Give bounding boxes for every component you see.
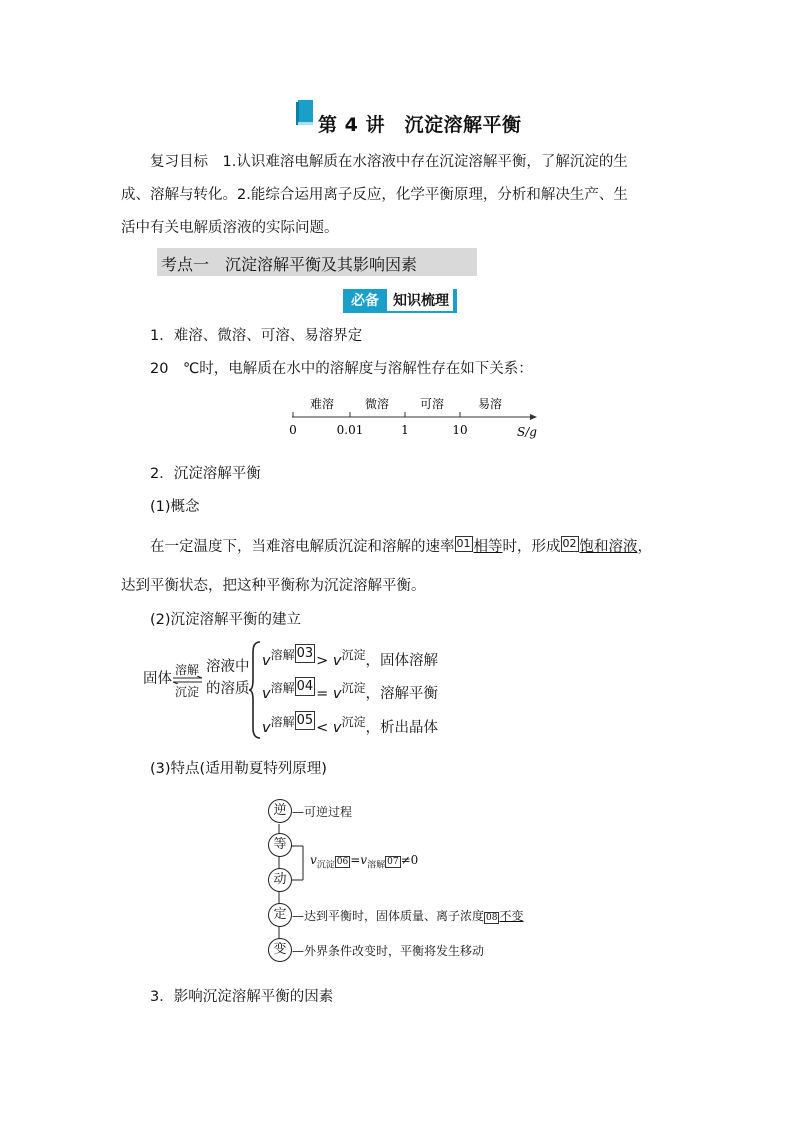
solute-bottom: 的溶质: [206, 681, 250, 697]
blank-04: 04: [296, 679, 314, 694]
feature-desc-reverse: —可逆过程: [292, 805, 353, 819]
answer-08: 不变: [499, 909, 524, 923]
blank-07: 07: [387, 857, 399, 867]
answer-01: 相等: [473, 539, 503, 555]
scale-cat-1: 微溶: [364, 397, 390, 411]
goals-line-3: 活中有关电解质溶液的实际问题。: [121, 220, 339, 236]
book-icon: [296, 98, 316, 126]
blank-06: 06: [336, 857, 349, 867]
scale-tick-0: 0: [289, 423, 297, 437]
scale-cat-0: 难溶: [309, 397, 335, 411]
s2-sub3: (3)特点(适用勒夏特列原理): [150, 761, 327, 777]
feature-circle-dynamic: 动: [268, 868, 292, 892]
scale-unit: S/g: [517, 425, 537, 439]
scale-tick-2: 1: [401, 423, 409, 437]
s3-heading: 3．影响沉淀溶解平衡的因素: [150, 989, 334, 1005]
concept-line-1: 在一定温度下，当难溶电解质沉淀和溶解的速率 01 相等时，形成 02 饱和溶液，: [150, 537, 652, 555]
knowledge-badge: [343, 289, 457, 313]
goals-line-2: 成、溶解与转化。2.能综合运用离子反应，化学平衡原理，分析和解决生产、生: [121, 187, 628, 203]
page-title: 第 4 讲 沉淀溶解平衡: [318, 114, 522, 136]
s2-heading: 2．沉淀溶解平衡: [150, 466, 261, 482]
s2-sub2: (2)沉淀溶解平衡的建立: [150, 612, 302, 628]
blank-08: 08: [486, 913, 498, 923]
scale-tick-3: 10: [452, 423, 468, 437]
answer-02: 饱和溶液: [579, 539, 638, 555]
blank-03: 03: [296, 646, 314, 661]
left-brace: [248, 640, 262, 740]
case-row-2: $v^{溶解}$ $04 = v^{沉淀}$，溶解平衡: [262, 679, 439, 702]
goals-line-1: 复习目标 1.认识难溶电解质在水溶液中存在沉淀溶解平衡，了解沉淀的生: [150, 154, 628, 170]
s2-sub1: (1)概念: [150, 499, 200, 515]
arrow-top-label: 溶解: [175, 663, 200, 677]
scale-cat-2: 可溶: [419, 397, 445, 411]
scale-cat-3: 易溶: [477, 397, 503, 411]
s1-heading: 1．难溶、微溶、可溶、易溶界定: [150, 328, 363, 344]
case-row-3: $v^{溶解}$ $05 < v^{沉淀}$，析出晶体: [262, 713, 439, 736]
solute-top: 溶液中: [206, 659, 250, 675]
solubility-scale: [280, 393, 550, 443]
feature-desc-fixed: —达到平衡时，固体质量、离子浓度 08 不变: [292, 909, 524, 923]
case-row-1: $v^{溶解}$ $03 > v^{沉淀}$，固体溶解: [262, 646, 439, 669]
section-title: 考点一 沉淀溶解平衡及其影响因素: [161, 255, 418, 274]
s1-text: 20 ℃时，电解质在水中的溶解度与溶解性存在如下关系：: [150, 361, 533, 377]
blank-05: 05: [296, 713, 314, 728]
feature-circle-fixed: 定: [268, 903, 292, 927]
badge-end-bar: [453, 289, 457, 313]
feature-circle-change: 变: [268, 938, 292, 962]
badge-right: 知识梳理: [387, 289, 453, 313]
blank-01: 01: [456, 537, 471, 550]
feature-circle-reverse: 逆: [268, 799, 292, 823]
concept-line-2: 达到平衡状态，把这种平衡称为沉淀溶解平衡。: [121, 578, 426, 594]
feature-equation: $v_{沉淀}$ $06 =v_{溶解}$ 07 ≠0: [310, 853, 419, 871]
scale-tick-1: 0.01: [336, 423, 364, 437]
solid-label: 固体: [143, 671, 172, 687]
arrow-bottom-label: 沉淀: [175, 685, 200, 699]
feature-circle-equal: 等: [268, 833, 292, 857]
badge-left: 必备: [343, 289, 387, 313]
blank-02: 02: [562, 537, 577, 550]
feature-desc-change: —外界条件改变时，平衡将发生移动: [292, 944, 485, 958]
